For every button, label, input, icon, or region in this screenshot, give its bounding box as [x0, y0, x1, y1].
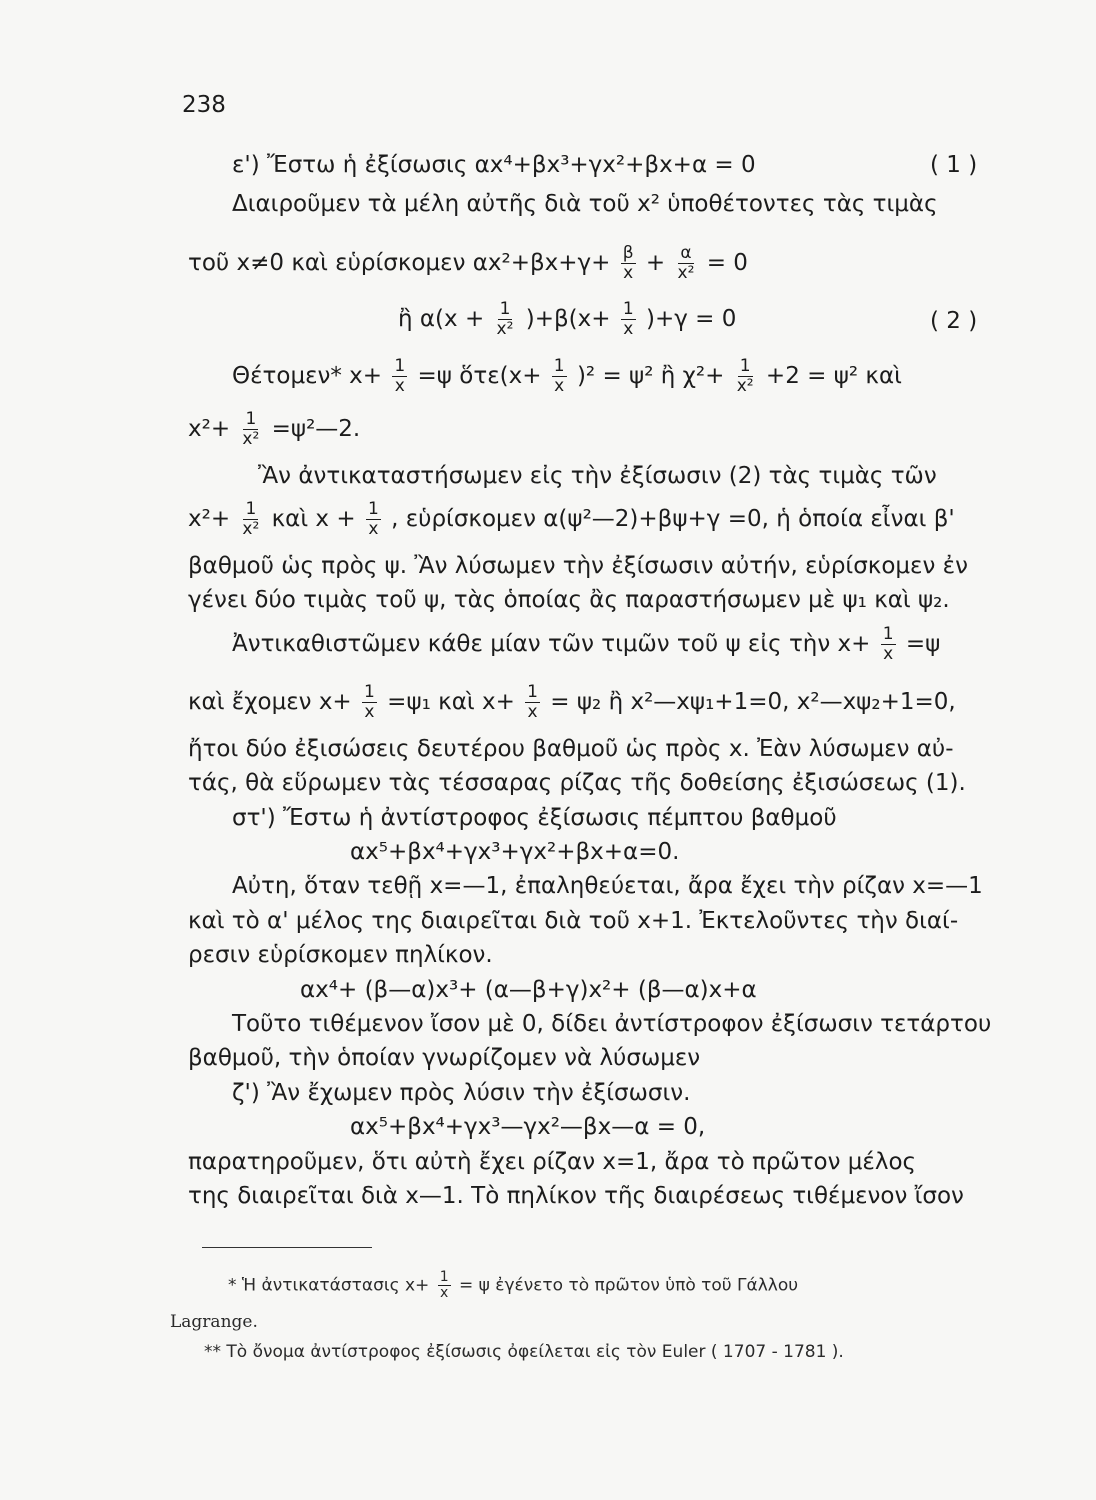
- denominator: x: [554, 376, 565, 396]
- text-line: γένει δύο τιμὰς τοῦ ψ, τὰς ὁποίας ἂς παραστήσωμεν μὲ ψ₁ καὶ ψ₂.: [188, 587, 950, 613]
- text-run: Ἀντικαθιστῶμεν κάθε μίαν τῶν τιμῶν τοῦ ψ εἰς τὴν x+: [232, 631, 871, 657]
- equation-number: ( 2 ): [930, 308, 978, 334]
- equation-line: αx⁴+ (β—α)x³+ (α—β+γ)x²+ (β—α)x+α: [300, 977, 757, 1003]
- text-line: καὶ τὸ α' μέλος της διαιρεῖται διὰ τοῦ x+1. Ἐκτελοῦντες τὴν διαί-: [188, 908, 959, 934]
- denominator: x²: [736, 376, 754, 396]
- numerator: 1: [394, 356, 406, 376]
- text-run: ἢ α(x +: [398, 306, 485, 332]
- denominator: x: [623, 319, 634, 339]
- numerator: α: [680, 243, 692, 263]
- equation-line: [232, 625, 940, 664]
- text-run: = ψ₂ ἢ x²—xψ₁+1=0, x²—xψ₂+1=0,: [550, 689, 956, 715]
- text-run: Θέτομεν* x+: [232, 363, 383, 389]
- numerator: 1: [439, 1269, 449, 1285]
- numerator: 1: [367, 499, 379, 519]
- text-run: x²+: [188, 506, 231, 532]
- numerator: 1: [882, 624, 894, 644]
- text-run: )+β(x+: [525, 306, 611, 332]
- fraction: [881, 625, 896, 664]
- text-run: καὶ ἔχομεν x+: [188, 689, 352, 715]
- text-line: ζ') Ἂν ἔχωμεν πρὸς λύσιν τὴν ἐξίσωσιν.: [232, 1080, 691, 1106]
- denominator: x²: [242, 429, 260, 449]
- text-line: Αὐτη, ὅταν τεθῇ x=—1, ἐπαληθεύεται, ἄρα ἔχει τὴν ρίζαν x=—1: [232, 873, 983, 899]
- fraction: [366, 500, 381, 539]
- numerator: 1: [245, 499, 257, 519]
- numerator: 1: [553, 356, 565, 376]
- numerator: 1: [245, 409, 257, 429]
- text-run: =ψ ὅτε(x+: [417, 363, 542, 389]
- text-run: x²+: [188, 416, 231, 442]
- numerator: 1: [364, 682, 375, 702]
- footnote-1-continuation: Lagrange.: [170, 1312, 258, 1332]
- fraction: [676, 244, 697, 283]
- denominator: x²: [496, 319, 514, 339]
- fraction: [392, 357, 407, 396]
- text-run: +2 = ψ² καὶ: [765, 363, 902, 389]
- text-run: , εὑρίσκομεν α(ψ²—2)+βψ+γ =0, ἡ ὁποία εἶναι β': [391, 506, 955, 532]
- page-number: 238: [182, 92, 226, 118]
- denominator: x: [368, 519, 379, 539]
- text-run: =ψ₁ καὶ x+: [387, 689, 515, 715]
- text-run: = ψ ἐγένετο τὸ πρῶτον ὑπὸ τοῦ Γάλλου: [459, 1275, 799, 1296]
- text-line: ε') Ἔστω ἡ ἐξίσωσις αx⁴+βx³+γx²+βx+α = 0: [232, 152, 756, 178]
- denominator: x: [527, 702, 538, 722]
- text-run: = 0: [706, 250, 748, 276]
- fraction: [362, 683, 377, 722]
- fraction: [240, 410, 261, 449]
- text-line: τάς, θὰ εὕρωμεν τὰς τέσσαρας ρίζας τῆς δοθείσης ἐξισώσεως (1).: [188, 770, 966, 796]
- equation-line: [232, 357, 902, 396]
- text-run: )+γ = 0: [645, 306, 737, 332]
- denominator: x: [883, 644, 894, 664]
- equation-number: ( 1 ): [930, 152, 978, 178]
- text-line: της διαιρεῖται διὰ x—1. Τὸ πηλίκον τῆς διαιρέσεως τιθέμενον ἴσον: [188, 1183, 964, 1209]
- text-line: Διαιροῦμεν τὰ μέλη αὐτῆς διὰ τοῦ x² ὑποθέτοντες τὰς τιμὰς: [232, 191, 938, 217]
- equation-line: [398, 300, 736, 339]
- text-run: καὶ x +: [271, 506, 356, 532]
- footnote-2: ** Τὸ ὄνομα ἀντίστροφος ἐξίσωσις ὀφείλεται εἰς τὸν Euler ( 1707 - 1781 ).: [204, 1342, 844, 1362]
- denominator: x²: [242, 519, 260, 539]
- footnote-divider: [202, 1247, 372, 1248]
- equation-line: αx⁵+βx⁴+γx³—γx²—βx—α = 0,: [350, 1114, 706, 1140]
- text-line: ἤτοι δύο ἐξισώσεις δευτέρου βαθμοῦ ὡς πρὸς x. Ἐὰν λύσωμεν αὐ-: [188, 736, 954, 762]
- fraction: [552, 357, 567, 396]
- fraction: [621, 244, 636, 283]
- fraction: [525, 683, 540, 722]
- text-run: τοῦ x≠0 καὶ εὑρίσκομεν αx²+βx+γ+: [188, 250, 611, 276]
- text-run: =ψ²—2.: [271, 416, 361, 442]
- footnote-1: [228, 1270, 798, 1301]
- fraction: [438, 1270, 451, 1301]
- denominator: x: [623, 263, 634, 283]
- equation-line: [188, 244, 748, 283]
- equation-line: [188, 683, 956, 722]
- denominator: x²: [677, 263, 695, 283]
- numerator: 1: [739, 356, 751, 376]
- text-run: * Ἡ ἀντικατάστασις x+: [228, 1275, 430, 1296]
- text-run: )² = ψ² ἢ χ²+: [576, 363, 725, 389]
- numerator: 1: [622, 299, 634, 319]
- equation-line: αx⁵+βx⁴+γx³+γx²+βx+α=0.: [350, 839, 680, 865]
- text-line: βαθμοῦ ὡς πρὸς ψ. Ἂν λύσωμεν τὴν ἐξίσωσιν αὐτήν, εὑρίσκομεν ἐν: [188, 553, 968, 579]
- equation-line: [188, 500, 955, 539]
- numerator: 1: [527, 682, 538, 702]
- fraction: [735, 357, 756, 396]
- numerator: β: [622, 243, 634, 263]
- fraction: [240, 500, 261, 539]
- text-line: παρατηροῦμεν, ὅτι αὐτὴ ἔχει ρίζαν x=1, ἄρα τὸ πρῶτον μέλος: [188, 1149, 917, 1175]
- text-run: +: [645, 250, 666, 276]
- fraction: [495, 300, 516, 339]
- denominator: x: [364, 702, 375, 722]
- text-line: βαθμοῦ, τὴν ὁποίαν γνωρίζομεν νὰ λύσωμεν: [188, 1045, 701, 1071]
- fraction: [621, 300, 636, 339]
- text-line: στ') Ἔστω ἡ ἀντίστροφος ἐξίσωσις πέμπτου βαθμοῦ: [232, 805, 837, 831]
- equation-line: [188, 410, 360, 449]
- text-line: Ἂν ἀντικαταστήσωμεν εἰς τὴν ἐξίσωσιν (2) τὰς τιμὰς τῶν: [258, 463, 937, 489]
- numerator: 1: [499, 299, 511, 319]
- text-line: Τοῦτο τιθέμενον ἴσον μὲ 0, δίδει ἀντίστροφον ἐξίσωσιν τετάρτου: [232, 1011, 992, 1037]
- denominator: x: [394, 376, 405, 396]
- text-line: ρεσιν εὑρίσκομεν πηλίκον.: [188, 942, 493, 968]
- denominator: x: [440, 1285, 449, 1301]
- text-run: =ψ: [905, 631, 941, 657]
